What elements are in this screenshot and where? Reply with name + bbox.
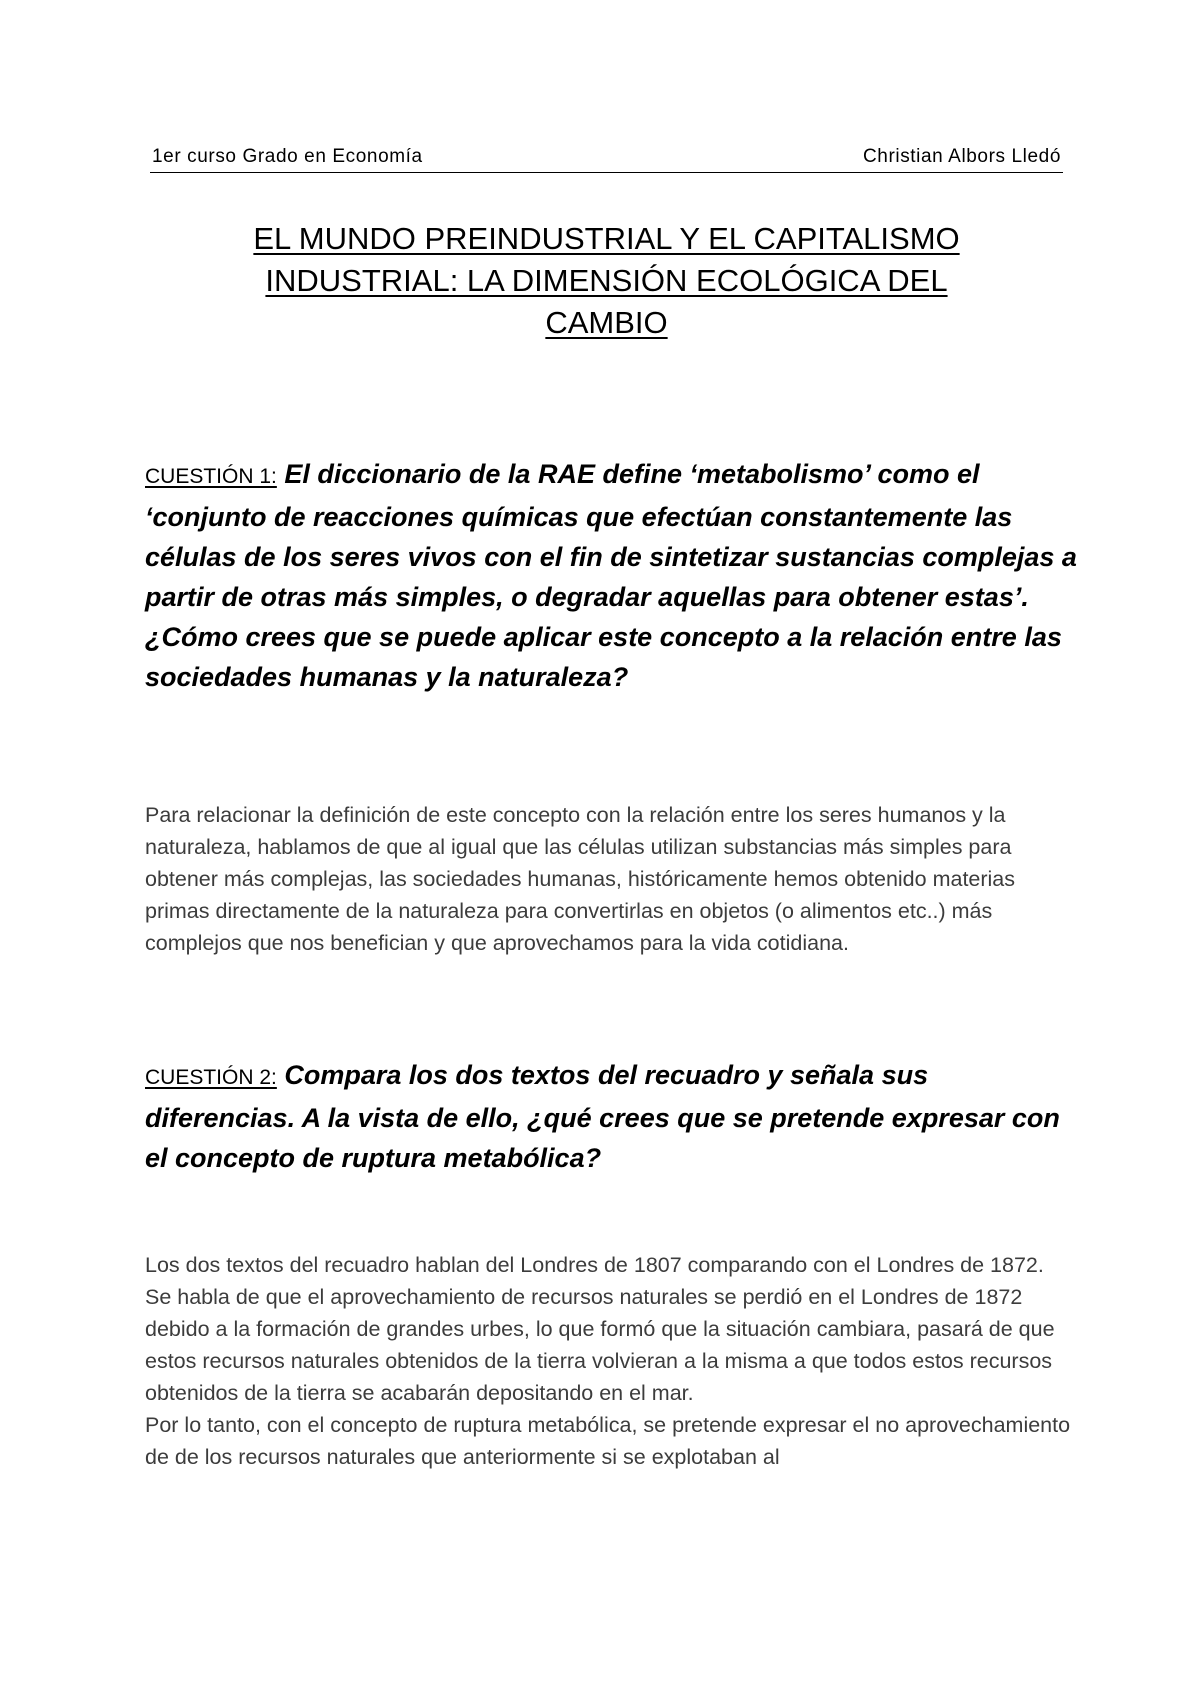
course-label: 1er curso Grado en Economía bbox=[152, 146, 423, 167]
document-title bbox=[150, 218, 1063, 344]
answer-1 bbox=[145, 799, 1085, 959]
answer-2 bbox=[145, 1249, 1085, 1473]
question-2-text: Compara los dos textos del recuadro y señala sus diferencias. A la vista de ello, ¿qué crees que se pretende expresar con el concepto de ruptura metabólica? bbox=[145, 1060, 1060, 1173]
author-name: Christian Albors Lledó bbox=[862, 146, 1061, 167]
page-header bbox=[150, 146, 1063, 173]
question-1 bbox=[145, 454, 1085, 697]
title-line: INDUSTRIAL: LA DIMENSIÓN ECOLÓGICA DEL bbox=[265, 263, 948, 298]
answer-2-paragraph: Se habla de que el aprovechamiento de recursos naturales se perdió en el Londres de 1872 debido a la formación de grandes urbes, lo que formó que la situación cambiara, pasará de que estos recursos naturales obtenidos de la tierra volvieran a la misma a que todos estos recursos obtenidos de la tierra se acabarán depositando en el mar. bbox=[145, 1285, 1055, 1405]
question-1-text: El diccionario de la RAE define ‘metabolismo’ como el ‘conjunto de reacciones químicas que efectúan constantemente las células de los seres vivos con el fin de sintetizar sustancias complejas a partir de otras más simples, o degradar aquellas para obtener estas’. ¿Cómo crees que se puede aplicar este concepto a la relación entre las sociedades humanas y la naturaleza? bbox=[145, 459, 1077, 692]
question-2-label: CUESTIÓN 2: bbox=[145, 1066, 277, 1089]
title-line: EL MUNDO PREINDUSTRIAL Y EL CAPITALISMO bbox=[253, 221, 960, 256]
question-1-label: CUESTIÓN 1: bbox=[145, 465, 277, 488]
answer-2-paragraph: Por lo tanto, con el concepto de ruptura metabólica, se pretende expresar el no aprovechamiento de de los recursos naturales que anteriormente si se explotaban al bbox=[145, 1413, 1071, 1469]
answer-2-paragraph: Los dos textos del recuadro hablan del Londres de 1807 comparando con el Londres de 1872. bbox=[145, 1253, 1044, 1277]
question-2 bbox=[145, 1055, 1085, 1178]
answer-1-paragraph: Para relacionar la definición de este concepto con la relación entre los seres humanos y la naturaleza, hablamos de que al igual que las células utilizan substancias más simples para obtener más complejas, las sociedades humanas, históricamente hemos obtenido materias primas directamente de la naturaleza para convertirlas en objetos (o alimentos etc..) más complejos que nos benefician y que aprovechamos para la vida cotidiana. bbox=[145, 803, 1016, 955]
title-line: CAMBIO bbox=[545, 305, 668, 340]
